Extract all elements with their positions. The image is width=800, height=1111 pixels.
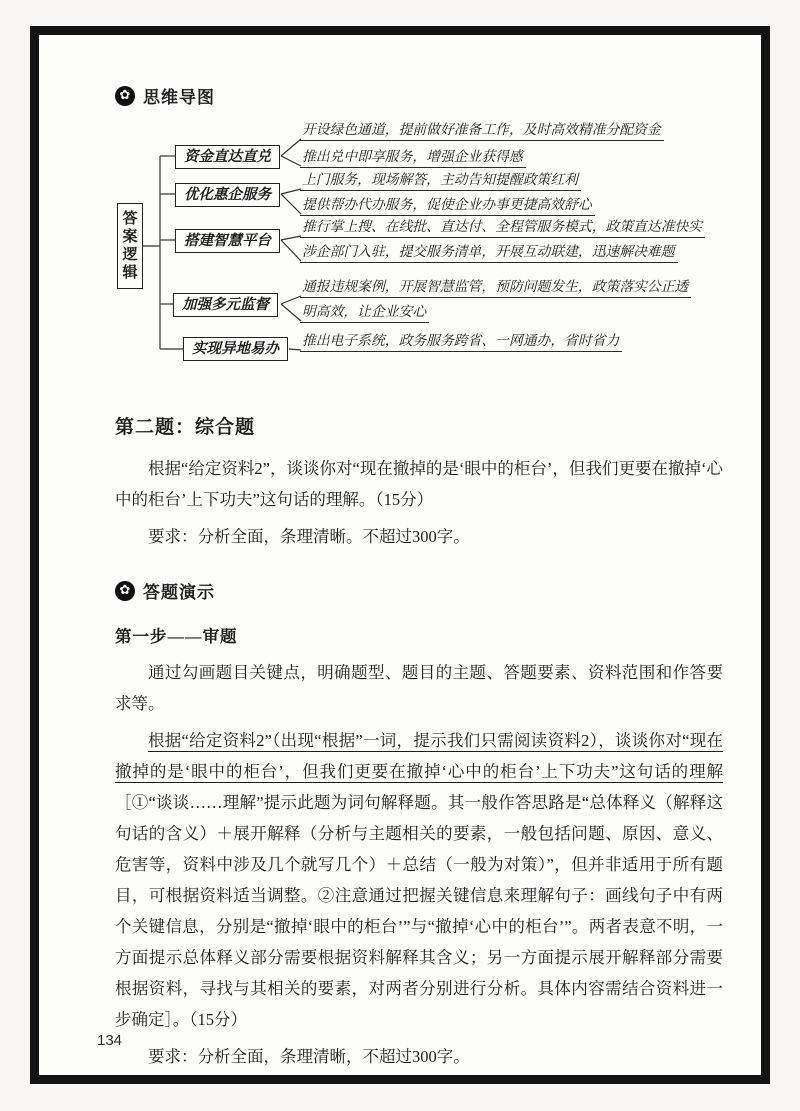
analysis-underlined-question: 根据“给定资料2”（出现“根据”一词，提示我们只需阅读资料2），谈谈你对“现在撤掉的是‘眼中的柜台’，但我们更要在撤掉‘心中的柜台’上下功夫”这句话的理解 [115, 731, 723, 781]
mindmap-section-header [115, 83, 725, 108]
demo-requirement: 要求：分析全面，条理清晰，不超过300字。 [148, 1047, 470, 1066]
demo-section-title: 答题演示 [143, 583, 215, 602]
flower-icon: ✿ [115, 86, 135, 106]
mindmap-branch: 优化惠企服务 [175, 183, 280, 207]
mindmap-branch: 资金直达直兑 [175, 145, 280, 169]
question-title: 第二题：综合题 [115, 417, 256, 438]
mindmap-root-node: 答案逻辑 [117, 203, 143, 289]
mindmap-leaf: 涉企部门入驻，提交服务清单，开展互动联建，迅速解决难题 [300, 244, 678, 263]
mindmap [115, 116, 795, 374]
mindmap-section-title: 思维导图 [143, 88, 215, 107]
analysis-bracket-note: ［①“谈谈……理解”提示此题为词句解释题。其一般作答思路是“总体释义（解释这句话的含义）＋展开解释（分析与主题相关的要素，一般包括问题、原因、意义、危害等，资料中涉及几个就写几个）＋总结（一般为对策）”，但并非适用于所有题目，可根据资料适当调整。②注意通过把握关键信息来理解句子：画线句子中有两个关键信息，分别是“撤掉‘眼中的柜台’”与“撤掉‘心中的柜台’”。两者表意不明，一方面提示总体释义部分需要根据资料解释其含义；另一方面提示展开解释部分需要根据资料，寻找与其相关的要素，对两者分别进行分析。具体内容需结合资料进一步确定］。 [115, 793, 723, 1029]
question-body: 根据“给定资料2”，谈谈你对“现在撤掉的是‘眼中的柜台’，但我们更要在撤掉‘心中的柜台’上下功夫”这句话的理解。（15分） [115, 459, 723, 509]
mindmap-branch: 实现异地易办 [183, 337, 288, 361]
mindmap-leaf: 提供帮办代办服务，促使企业办事更捷高效舒心 [300, 197, 595, 216]
page-content [39, 35, 761, 1075]
mindmap-leaf: 推出兑中即享服务，增强企业获得感 [300, 149, 526, 168]
flower-icon: ✿ [115, 581, 135, 601]
mindmap-branch: 加强多元监督 [173, 293, 278, 317]
demo-section-header [115, 578, 725, 603]
question-requirement: 要求：分析全面，条理清晰。不超过300字。 [148, 527, 470, 546]
demo-intro: 通过勾画题目关键点，明确题型、题目的主题、答题要素、资料范围和作答要求等。 [115, 663, 723, 713]
page-number: 134 [97, 1032, 123, 1049]
mindmap-leaf: 明高效，让企业安心 [300, 304, 429, 323]
mindmap-leaf: 上门服务，现场解答，主动告知提醒政策红利 [300, 172, 581, 191]
demo-analysis [115, 725, 723, 1035]
mindmap-leaf: 开设绿色通道，提前做好准备工作，及时高效精准分配资金 [300, 122, 664, 141]
mindmap-leaf: 推行掌上搜、在线批、直达付、全程管服务模式，政策直达准快实 [300, 219, 705, 238]
page-frame [30, 26, 770, 1084]
mindmap-leaf: 推出电子系统，政务服务跨省、一网通办，省时省力 [300, 333, 622, 352]
analysis-score: （15分） [189, 1010, 247, 1029]
mindmap-leaf: 通报违规案例，开展智慧监管，预防问题发生，政策落实公正透 [300, 279, 691, 298]
step-title: 第一步——审题 [115, 627, 238, 646]
mindmap-branch: 搭建智慧平台 [175, 229, 280, 253]
